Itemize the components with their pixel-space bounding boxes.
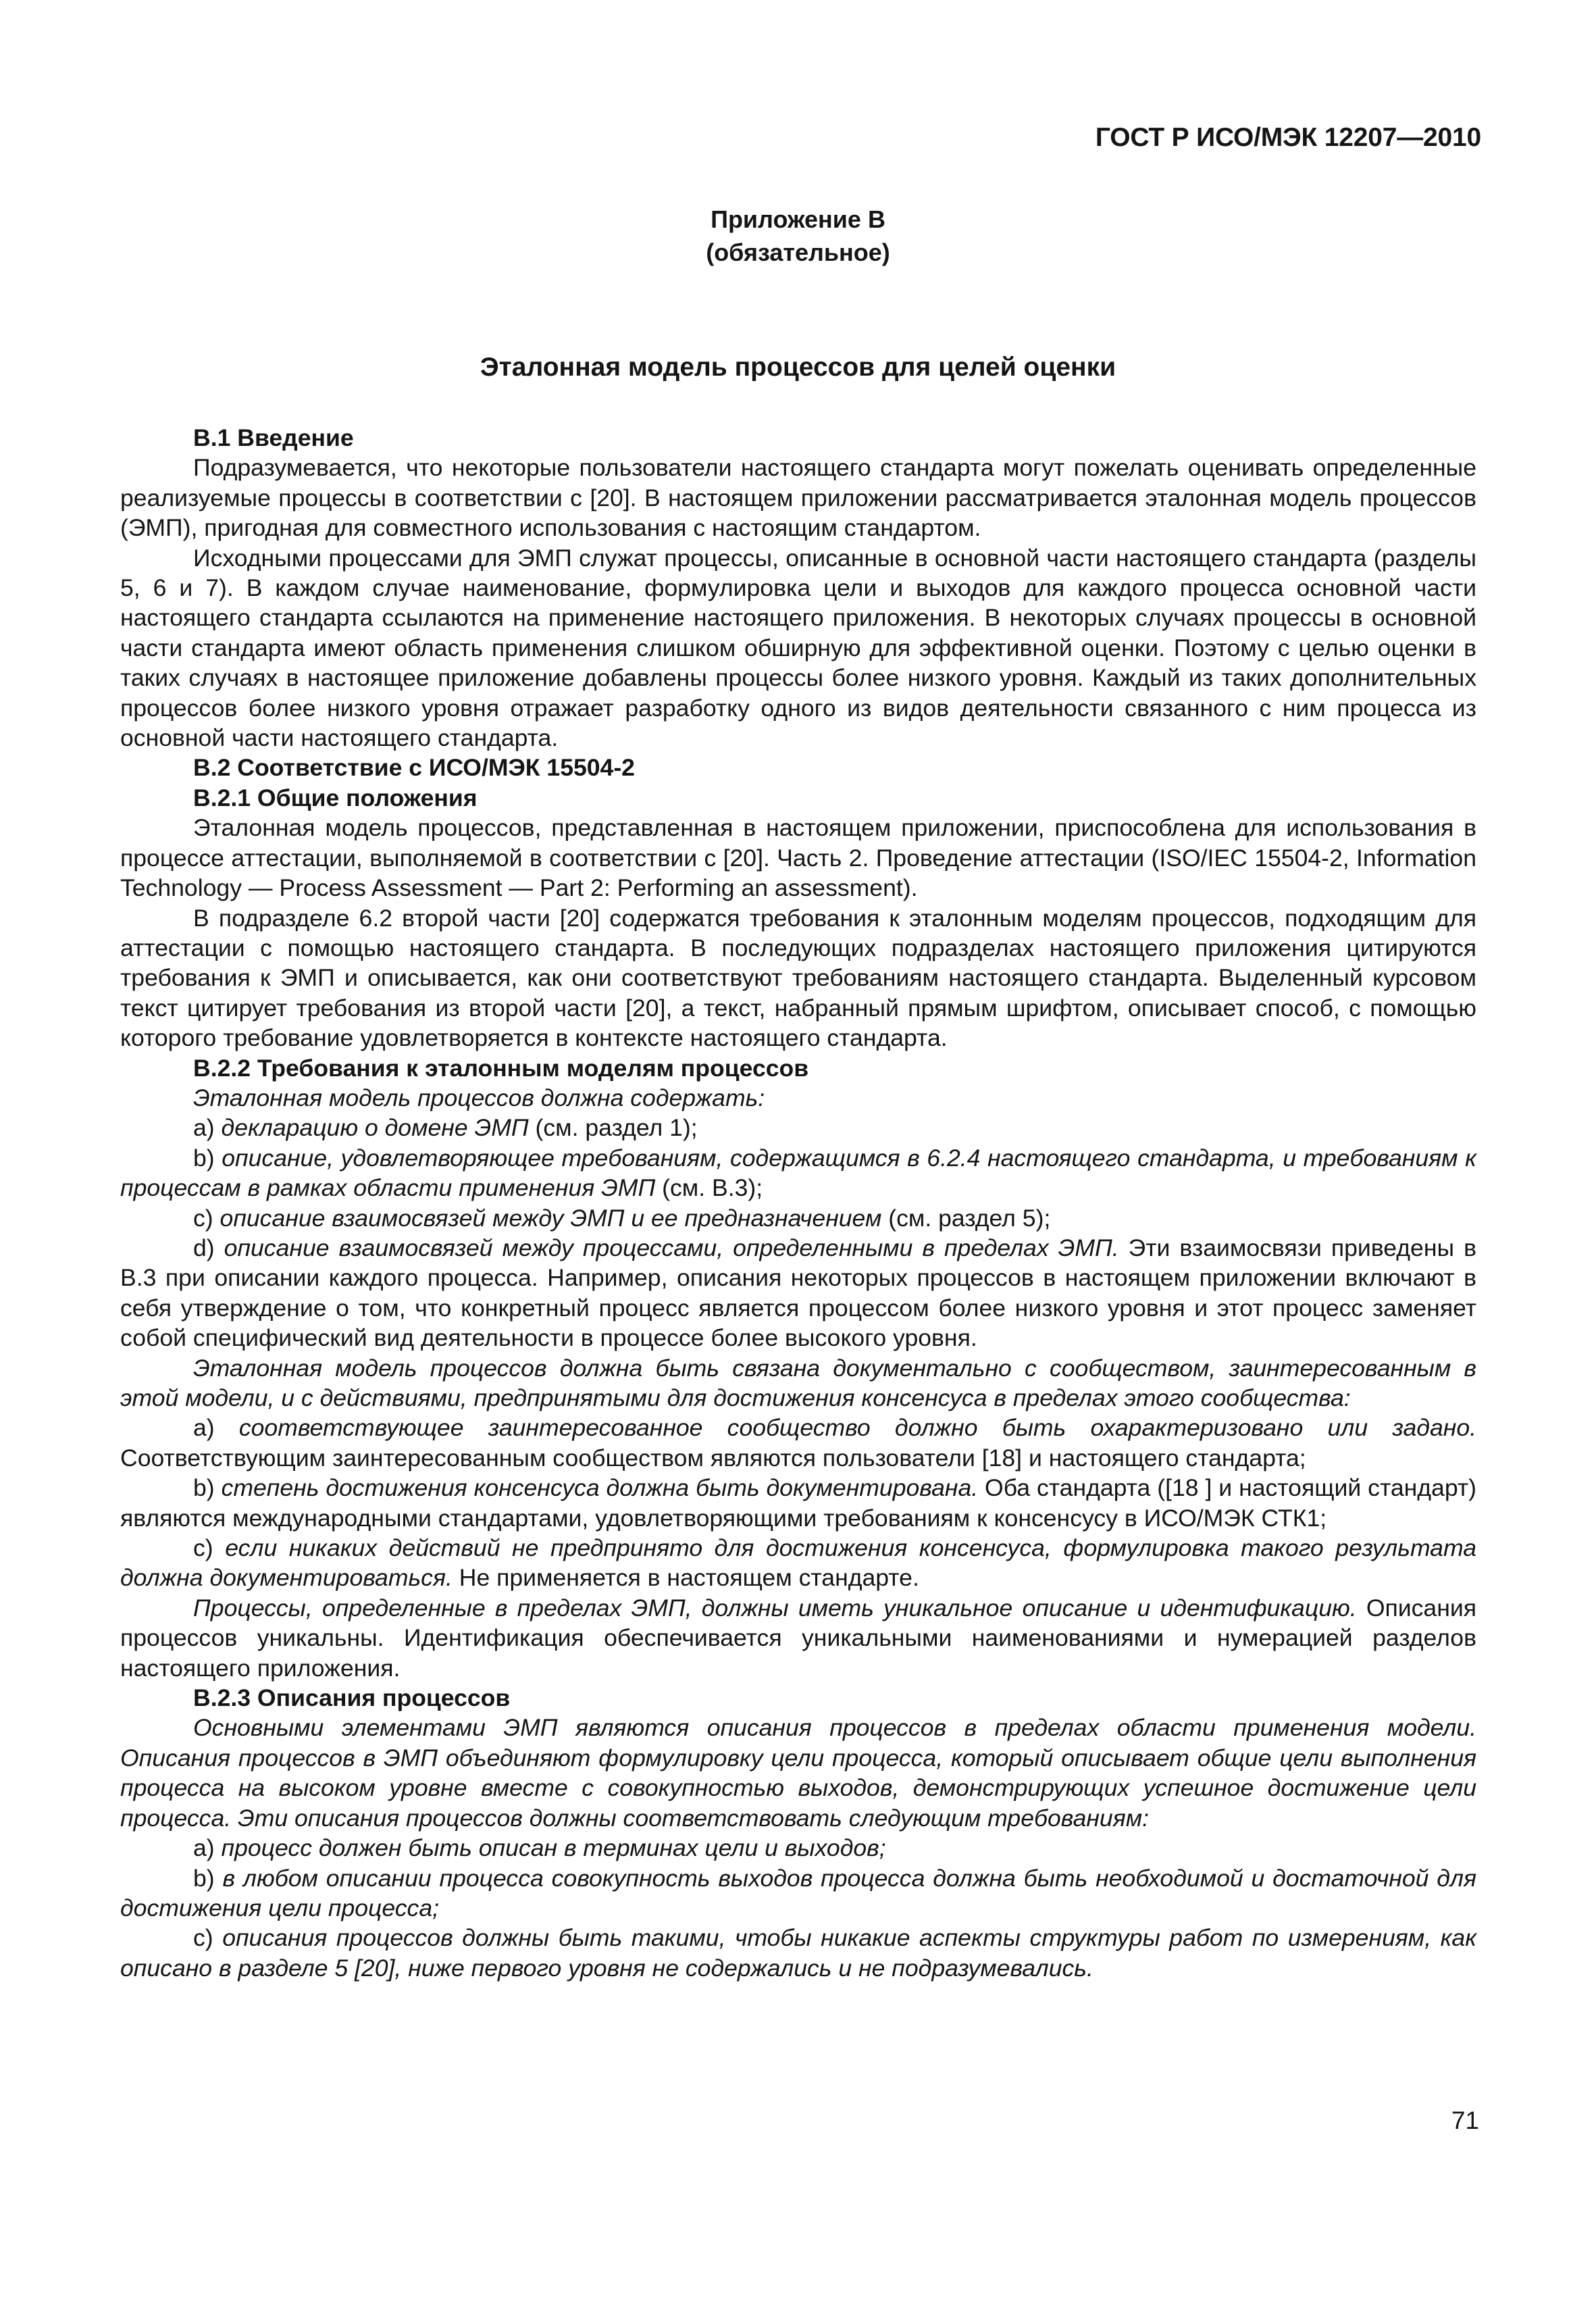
response-text: Не применяется в настоящем стандарте. [452, 1564, 919, 1592]
list-item [120, 1473, 1476, 1533]
page-number: 71 [1451, 2107, 1479, 2134]
response-text: Эти взаимосвязи приведены в В.3 при описании каждого процесса. Например, описания некоторых процессов в настоящем приложении включают в себя утверждение о том, что конкретный процесс является процессом более низкого уровня и этот процесс заменяет собой специфический вид деятельности в процессе более высокого уровня. [120, 1234, 1476, 1352]
list-item-label: b) [193, 1144, 222, 1172]
paragraph: Подразумевается, что некоторые пользователи настоящего стандарта могут пожелать оценивать определенные реализуемые процессы в соответствии с [20]. В настоящем приложении рассматривается эталонная модель процессов (ЭМП), пригодная для совместного использования с настоящим стандартом. [120, 454, 1476, 542]
list-item [120, 1533, 1476, 1593]
paragraph [120, 1593, 1476, 1683]
requirement-text: описание, удовлетворяющее требованиям, содержащимся в 6.2.4 настоящего стандарта, и требованиям к процессам в рамках области применения ЭМП [120, 1144, 1476, 1202]
subsection-heading-b21: В.2.1 Общие положения [193, 784, 478, 811]
response-text: (см. В.3); [655, 1174, 763, 1202]
list-item-label: c) [193, 1204, 220, 1232]
requirement-text: процесс должен быть описан в терминах цели и выходов; [221, 1834, 886, 1862]
document-body [120, 423, 1476, 1983]
section-heading-b2: В.2 Соответствие с ИСО/МЭК 15504-2 [193, 754, 635, 782]
list-item-label: b) [193, 1864, 223, 1892]
requirement-text: степень достижения консенсуса должна быть документирована. [221, 1474, 979, 1502]
subsection-heading-b23: В.2.3 Описания процессов [193, 1684, 511, 1712]
response-text: Соответствующим заинтересованным сообществом являются пользователи [18] и настоящего стандарта; [120, 1444, 1306, 1472]
list-item-label: а) [193, 1114, 222, 1142]
list-item-label: c) [193, 1924, 223, 1952]
standard-code-header: ГОСТ Р ИСО/МЭК 12207—2010 [1095, 123, 1481, 152]
list-item [120, 1863, 1476, 1923]
annex-title: Эталонная модель процессов для целей оценки [480, 353, 1116, 382]
paragraph: Исходными процессами для ЭМП служат процессы, описанные в основной части настоящего стандарта (разделы 5, 6 и 7). В каждом случае наименование, формулировка цели и выходов для каждого процесса основной части настоящего стандарта ссылаются на применение настоящего приложения. В некоторых случаях процессы в основной части стандарта имеют область применения слишком обширную для эффективной оценки. Поэтому с целью оценки в таких случаях в настоящее приложение добавлены процессы более низкого уровня. Каждый из таких дополнительных процессов более низкого уровня отражает разработку одного из видов деятельности связанного с ним процесса из основной части настоящего стандарта. [120, 544, 1476, 752]
annex-label: Приложение В [711, 205, 885, 233]
list-item [120, 1833, 1476, 1863]
requirement-text: в любом описании процесса совокупность выходов процесса должна быть необходимой и достаточной для достижения цели процесса; [120, 1864, 1476, 1921]
annex-status: (обязательное) [706, 238, 890, 266]
requirement-text: описание взаимосвязей между процессами, определенными в пределах ЭМП. [224, 1234, 1119, 1261]
list-item [120, 1203, 1476, 1233]
list-item [120, 1113, 1476, 1142]
requirement-text: Процессы, определенные в пределах ЭМП, должны иметь уникальное описание и идентификацию. [193, 1594, 1357, 1621]
annex-heading [0, 203, 1596, 269]
section-heading-b1: В.1 Введение [193, 424, 354, 451]
requirement-text: описания процессов должны быть такими, чтобы никакие аспекты структуры работ по измерениям, как описано в разделе 5 [20], ниже первого уровня не содержались и не подразумевались. [120, 1924, 1476, 1982]
list-item-label: а) [193, 1834, 222, 1862]
requirement-intro: Эталонная модель процессов должна содержать: [193, 1084, 765, 1111]
requirement-intro: Основными элементами ЭМП являются описания процессов в пределах области применения модели. Описания процессов в ЭМП объединяют формулировку цели процесса, который описывает общие цели выполнения процесса на высоком уровне вместе с совокупностью выходов, демонстрирующих успешное достижение цели процесса. Эти описания процессов должны соответствовать следующим требованиям: [120, 1714, 1476, 1832]
paragraph: Эталонная модель процессов, представленная в настоящем приложении, приспособлена для использования в процессе аттестации, выполняемой в соответствии с [20]. Часть 2. Проведение аттестации (ISO/IEC 15504-2, Information Technology — Process Assessment — Part 2: Performing an assessment). [120, 814, 1476, 902]
subsection-heading-b22: В.2.2 Требования к эталонным моделям процессов [193, 1054, 809, 1082]
paragraph: В подразделе 6.2 второй части [20] содержатся требования к эталонным моделям процессов, подходящим для аттестации с помощью настоящего стандарта. В последующих подразделах настоящего приложения цитируются требования к ЭМП и описывается, как они соответствуют требованиям настоящего стандарта. Выделенный курсовом текст цитирует требования из второй части [20], а текст, набранный прямым шрифтом, описывает способ, с помощью которого требование удовлетворяется в контексте настоящего стандарта. [120, 904, 1476, 1052]
requirement-text: описание взаимосвязей между ЭМП и ее предназначением [220, 1204, 882, 1232]
response-text: Оба стандарта ([18 ] и настоящий стандарт) являются международными стандартами, удовлетворяющими требованиям к консенсусу в ИСО/МЭК СТК1; [120, 1474, 1476, 1532]
list-item [120, 1143, 1476, 1203]
response-text: (см. раздел 1); [528, 1114, 698, 1142]
requirement-intro: Эталонная модель процессов должна быть связана документально с сообществом, заинтересованным в этой модели, и с действиями, предпринятыми для достижения консенсуса в пределах этого сообщества: [120, 1354, 1476, 1411]
list-item-label: d) [193, 1234, 224, 1261]
response-text: (см. раздел 5); [881, 1204, 1051, 1232]
requirement-text: если никаких действий не предпринято для достижения консенсуса, формулировка такого результата должна документироваться. [120, 1534, 1476, 1592]
list-item [120, 1233, 1476, 1353]
requirement-text: соответствующее заинтересованное сообщество должно быть охарактеризовано или задано. [238, 1414, 1476, 1442]
list-item [120, 1413, 1476, 1473]
list-item-label: b) [193, 1474, 222, 1502]
list-item-label: a) [193, 1414, 239, 1442]
response-text: Описания процессов уникальны. Идентификация обеспечивается уникальными наименованиями и нумерацией разделов настоящего приложения. [120, 1594, 1476, 1682]
requirement-text: декларацию о домене ЭМП [221, 1114, 529, 1142]
list-item-label: c) [193, 1534, 226, 1562]
list-item [120, 1923, 1476, 1983]
